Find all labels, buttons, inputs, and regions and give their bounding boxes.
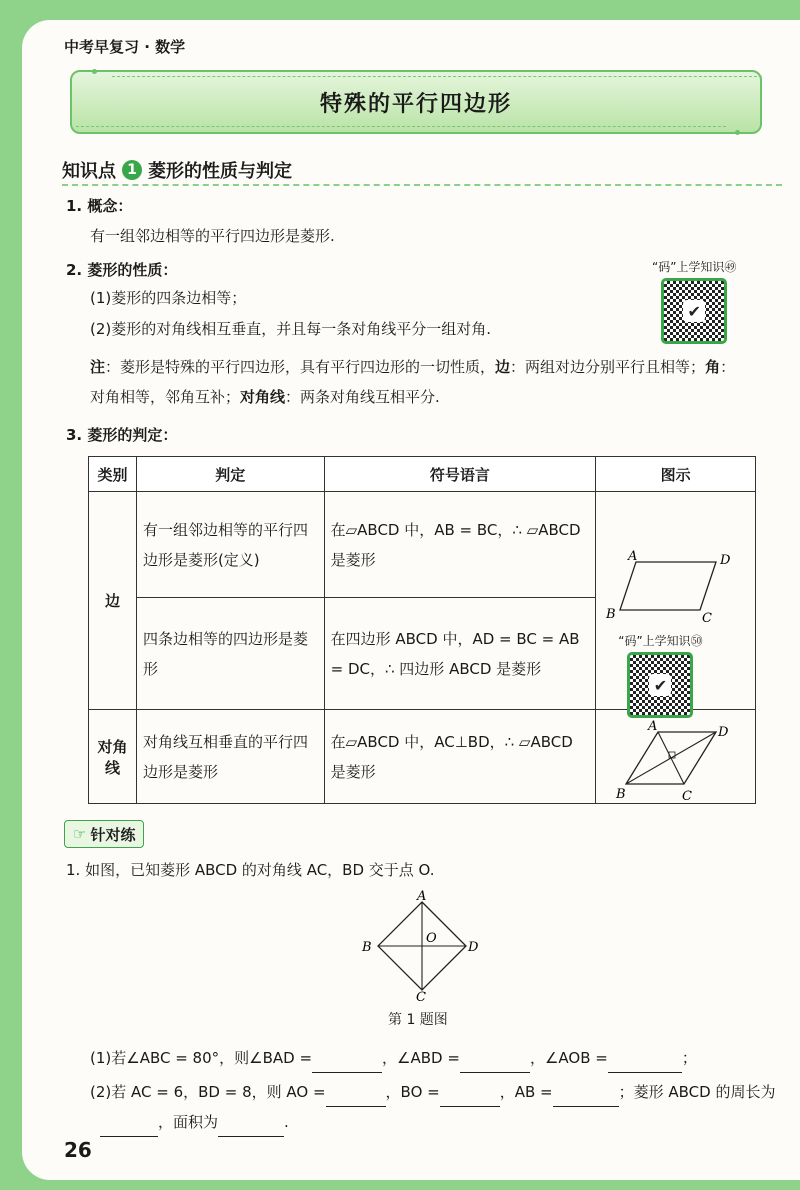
section-2-title: 2. 菱形的性质： <box>66 261 178 279</box>
symbol-text-1: 在▱ABCD 中，AB = BC，∴ ▱ABCD 是菱形 <box>324 492 596 598</box>
col-header-judgement: 判定 <box>136 457 324 492</box>
answer-blank[interactable] <box>100 1118 158 1137</box>
answer-blank[interactable] <box>218 1118 284 1137</box>
qr-code-50[interactable] <box>618 632 702 718</box>
property-item-2: (2)菱形的对角线相互垂直，并且每一条对角线平分一组对角. <box>90 320 492 338</box>
judge-text-2: 四条边相等的四边形是菱形 <box>136 598 324 710</box>
practice-tag <box>64 820 144 848</box>
qr-code-icon: ✔ <box>627 652 693 718</box>
qr-label-49: “码”上学知识㊾ <box>652 260 737 274</box>
question-1-figure <box>356 890 486 1002</box>
svg-text:C: C <box>702 611 713 626</box>
svg-text:D: D <box>718 725 729 740</box>
question-1-stem: 1. 如图，已知菱形 ABCD 的对角线 AC，BD 交于点 O. <box>66 861 435 879</box>
svg-text:B: B <box>606 607 616 622</box>
judgement-table <box>88 456 756 804</box>
svg-text:O: O <box>426 931 437 946</box>
svg-text:C: C <box>682 789 693 802</box>
figure-caption: 第 1 题图 <box>388 1012 448 1028</box>
svg-text:B: B <box>616 787 626 802</box>
category-edge: 边 <box>89 492 137 710</box>
title-banner <box>70 70 762 134</box>
answer-blank[interactable] <box>460 1054 530 1073</box>
kp-prefix: 知识点 <box>62 161 116 182</box>
category-diagonal: 对角线 <box>89 710 137 804</box>
svg-text:D: D <box>468 940 479 955</box>
knowledge-point-heading <box>62 156 782 186</box>
svg-text:A: A <box>628 549 638 564</box>
practice-label: 针对练 <box>90 825 136 844</box>
page-number: 26 <box>64 1138 92 1162</box>
section-1-title: 1. 概念： <box>66 197 133 215</box>
svg-text:B: B <box>362 940 372 955</box>
question-1-part-2-cont: ，面积为 . <box>100 1108 289 1137</box>
kp-number-badge: 1 <box>122 160 142 180</box>
section-3-title: 3. 菱形的判定： <box>66 426 178 444</box>
answer-blank[interactable] <box>326 1088 386 1107</box>
running-header: 中考早复习 · 数学 <box>64 38 186 56</box>
judge-text-1: 有一组邻边相等的平行四边形是菱形(定义) <box>136 492 324 598</box>
svg-text:A: A <box>648 719 658 734</box>
answer-blank[interactable] <box>440 1088 500 1107</box>
pointing-hand-icon: ☞ <box>73 825 87 843</box>
note-paragraph: 注：菱形是特殊的平行四边形，具有平行四边形的一切性质，边：两组对边分别平行且相等；角：对角相等，邻角互补；对角线：两条对角线互相平分. <box>90 358 736 406</box>
judge-text-3: 对角线互相垂直的平行四边形是菱形 <box>136 710 324 804</box>
symbol-text-3: 在▱ABCD 中，AC⊥BD，∴ ▱ABCD 是菱形 <box>324 710 596 804</box>
kp-title: 菱形的性质与判定 <box>148 161 292 182</box>
answer-blank[interactable] <box>553 1088 619 1107</box>
qr-label-50: “码”上学知识㊿ <box>618 634 703 648</box>
qr-code-icon: ✔ <box>661 278 727 344</box>
svg-text:C: C <box>416 990 426 1002</box>
answer-blank[interactable] <box>608 1054 682 1073</box>
col-header-figure: 图示 <box>596 457 756 492</box>
answer-blank[interactable] <box>312 1054 382 1073</box>
question-1-part-1: (1)若∠ABC = 80°，则∠BAD = ，∠ABD = ，∠AOB = ； <box>90 1044 697 1073</box>
svg-text:A: A <box>417 890 427 904</box>
figure-cell-diagonal <box>596 710 756 804</box>
col-header-symbolic: 符号语言 <box>324 457 596 492</box>
page-title: 特殊的平行四边形 <box>319 91 512 117</box>
rhombus-diagonal-figure <box>598 712 754 802</box>
figure-cell-edge <box>596 492 756 710</box>
col-header-category: 类别 <box>89 457 137 492</box>
question-1-part-2: (2)若 AC = 6，BD = 8，则 AO = ，BO = ，AB = ；菱形 ABCD 的周长为 <box>90 1078 775 1107</box>
svg-text:D: D <box>720 553 731 568</box>
qr-code-49[interactable] <box>652 258 736 344</box>
property-item-1: (1)菱形的四条边相等； <box>90 289 247 307</box>
symbol-text-2: 在四边形 ABCD 中，AD = BC = AB = DC，∴ 四边形 ABCD 是菱形 <box>324 598 596 710</box>
section-1-text: 有一组邻边相等的平行四边形是菱形. <box>90 227 335 245</box>
